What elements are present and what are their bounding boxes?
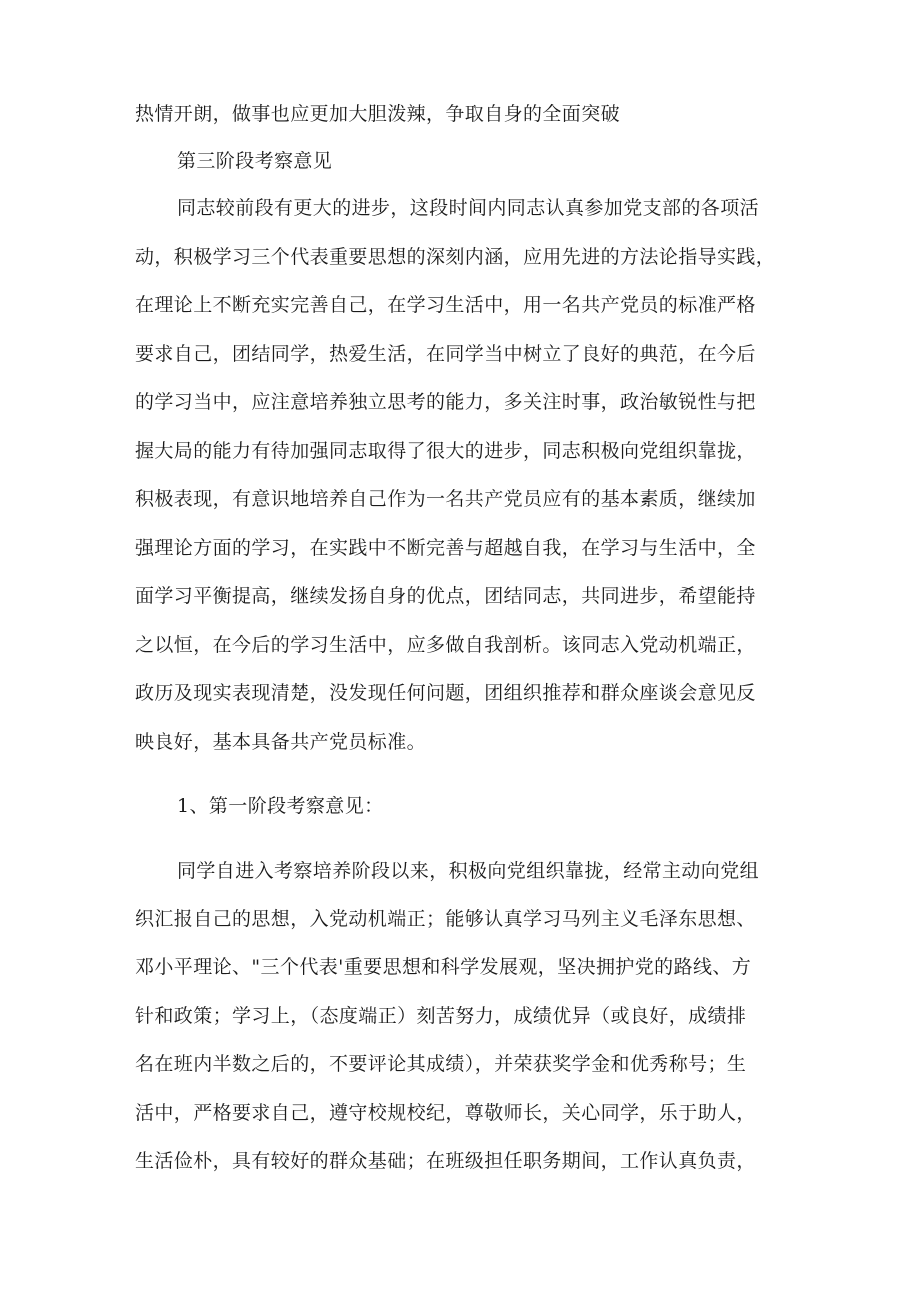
text-line: 动，积极学习三个代表重要思想的深刻内涵，应用先进的方法论指导实践， [135, 246, 776, 268]
text-line: 针和政策；学习上，（态度端正）刻苦努力，成绩优异（或良好，成绩排 [135, 1005, 747, 1027]
text-line: 要求自己，团结同学，热爱生活，在同学当中树立了良好的典范，在今后 [135, 343, 756, 365]
text-line: 热情开朗，做事也应更加大胆泼辣，争取自身的全面突破 [135, 103, 621, 125]
paragraph-first-line: 同学自进入考察培养阶段以来，积极向党组织靠拢，经常主动向党组 [177, 860, 760, 882]
text-line: 邓小平理论、"三个代表'重要思想和科学发展观，坚决拥护党的路线、方 [135, 956, 752, 978]
paragraph-first-line: 同志较前段有更大的进步，这段时间内同志认真参加党支部的各项活 [177, 197, 760, 219]
text-line: 面学习平衡提高，继续发扬自身的优点，团结同志，共同进步，希望能持 [135, 585, 756, 607]
text-line: 的学习当中，应注意培养独立思考的能力，多关注时事，政治敏锐性与把 [135, 391, 756, 413]
text-line: 生活俭朴，具有较好的群众基础；在班级担任职务期间，工作认真负责， [135, 1150, 756, 1172]
text-line: 织汇报自己的思想，入党动机端正；能够认真学习马列主义毛泽东思想、 [135, 908, 756, 930]
text-line: 名在班内半数之后的，不要评论其成绩），并荣获奖学金和优秀称号；生 [135, 1053, 747, 1075]
text-line: 政历及现实表现清楚，没发现任何问题，团组织推荐和群众座谈会意见反 [135, 682, 756, 704]
text-line: 映良好，基本具备共产党员标准。 [135, 731, 427, 753]
section-heading: 第三阶段考察意见 [177, 150, 333, 172]
text-line: 积极表现，有意识地培养自己作为一名共产党员应有的基本素质，继续加 [135, 488, 756, 510]
section-heading: 1、第一阶段考察意见： [177, 795, 384, 817]
text-line: 强理论方面的学习，在实践中不断完善与超越自我，在学习与生活中，全 [135, 537, 756, 559]
text-line: 握大局的能力有待加强同志取得了很大的进步，同志积极向党组织靠拢， [135, 440, 756, 462]
text-line: 活中，严格要求自己，遵守校规校纪，尊敬师长，关心同学，乐于助人， [135, 1102, 756, 1124]
text-line: 之以恒，在今后的学习生活中，应多做自我剖析。该同志入党动机端正， [135, 634, 756, 656]
text-line: 在理论上不断充实完善自己，在学习生活中，用一名共产党员的标准严格 [135, 294, 756, 316]
